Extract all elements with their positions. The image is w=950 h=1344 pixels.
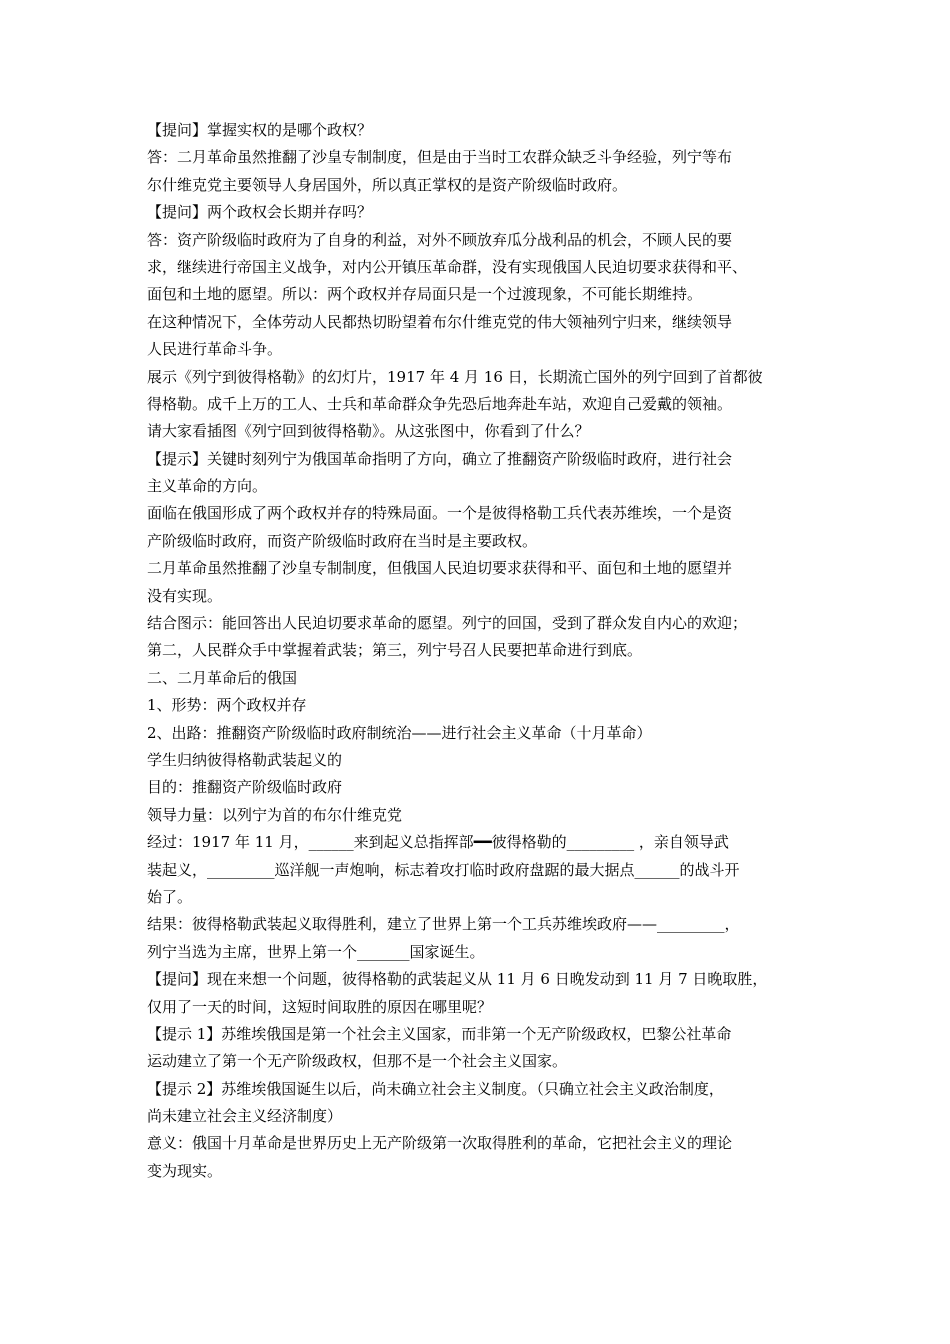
text-line: 学生归纳彼得格勒武装起义的: [147, 750, 343, 769]
text-line: 【提示 1】苏维埃俄国是第一个社会主义国家，而非第一个无产阶级政权，巴黎公社革命: [147, 1024, 732, 1043]
text-line: 2、出路：推翻资产阶级临时政府制统治——进行社会主义革命（十月革命）: [147, 723, 652, 742]
text-line: 尚未建立社会主义经济制度）: [147, 1107, 343, 1126]
text-line: 得格勒。成千上万的工人、士兵和革命群众争先恐后地奔赴车站，欢迎自己爱戴的领袖。: [147, 394, 733, 413]
document-body: [147, 117, 807, 1185]
text-line: 求，继续进行帝国主义战争，对内公开镇压革命群，没有实现俄国人民迫切要求获得和平、: [147, 257, 748, 276]
text-line: 装起义，_________巡洋舰一声炮响，标志着攻打临时政府盘踞的最大据点______的战斗开: [147, 860, 740, 879]
text-line: 运动建立了第一个无产阶级政权，但那不是一个社会主义国家。: [147, 1052, 568, 1071]
text-line: 请大家看插图《列宁回到彼得格勒》。从这张图中，你看到了什么？: [147, 422, 590, 441]
text-line: 领导力量：以列宁为首的布尔什维克党: [147, 805, 403, 824]
text-line: 二、二月革命后的俄国: [147, 668, 298, 687]
text-line: 【提问】两个政权会长期并存吗？: [147, 203, 373, 222]
text-line: 仅用了一天的时间，这短时间取胜的原因在哪里呢？: [147, 997, 493, 1016]
text-line: 答：资产阶级临时政府为了自身的利益，对外不顾放弃瓜分战利品的机会，不顾人民的要: [147, 230, 733, 249]
text-line: 【提示】关键时刻列宁为俄国革命指明了方向，确立了推翻资产阶级临时政府，进行社会: [147, 449, 733, 468]
text-line: 意义：俄国十月革命是世界历史上无产阶级第一次取得胜利的革命，它把社会主义的理论: [147, 1134, 733, 1153]
text-line: 【提问】现在来想一个问题，彼得格勒的武装起义从 11 月 6 日晚发动到 11 月 7 日晚取胜，: [147, 970, 768, 989]
text-line: 尔什维克党主要领导人身居国外，所以真正掌权的是资产阶级临时政府。: [147, 175, 628, 194]
text-line: 没有实现。: [147, 586, 223, 605]
text-line: 主义革命的方向。: [147, 477, 268, 496]
text-line: 答：二月革命虽然推翻了沙皇专制制度，但是由于当时工农群众缺乏斗争经验，列宁等布: [147, 148, 733, 167]
text-line: 结合图示：能回答出人民迫切要求革命的愿望。列宁的回国，受到了群众发自内心的欢迎；: [147, 614, 748, 633]
text-line: 在这种情况下，全体劳动人民都热切盼望着布尔什维克党的伟大领袖列宁归来，继续领导: [147, 312, 733, 331]
text-line: 变为现实。: [147, 1161, 223, 1180]
text-line: 面包和土地的愿望。所以：两个政权并存局面只是一个过渡现象，不可能长期维持。: [147, 285, 703, 304]
text-line: 列宁当选为主席，世界上第一个_______国家诞生。: [147, 942, 485, 961]
text-line: 产阶级临时政府，而资产阶级临时政府在当时是主要政权。: [147, 531, 538, 550]
text-line: 始了。: [147, 887, 193, 906]
text-line: 人民进行革命斗争。: [147, 340, 283, 359]
text-line: 1、形势：两个政权并存: [147, 696, 307, 715]
text-line: 结果：彼得格勒武装起义取得胜利，建立了世界上第一个工兵苏维埃政府——_________，: [147, 915, 740, 934]
text-line: 【提示 2】苏维埃俄国诞生以后，尚未确立社会主义制度。（只确立社会主义政治制度，: [147, 1079, 724, 1098]
text-line: 目的：推翻资产阶级临时政府: [147, 778, 343, 797]
text-line: 经过：1917 年 11 月，______来到起义总指挥部━━彼得格勒的_________ ，亲自领导武: [147, 833, 729, 852]
text-line: 【提问】掌握实权的是哪个政权？: [147, 121, 373, 139]
text-line: 第二，人民群众手中掌握着武装；第三，列宁号召人民要把革命进行到底。: [147, 641, 643, 660]
text-line: 面临在俄国形成了两个政权并存的特殊局面。一个是彼得格勒工兵代表苏维埃，一个是资: [147, 504, 733, 523]
text-line: 展示《列宁到彼得格勒》的幻灯片，1917 年 4 月 16 日，长期流亡国外的列宁回到了首都彼: [147, 367, 763, 386]
text-line: 二月革命虽然推翻了沙皇专制制度，但俄国人民迫切要求获得和平、面包和土地的愿望并: [147, 559, 733, 578]
